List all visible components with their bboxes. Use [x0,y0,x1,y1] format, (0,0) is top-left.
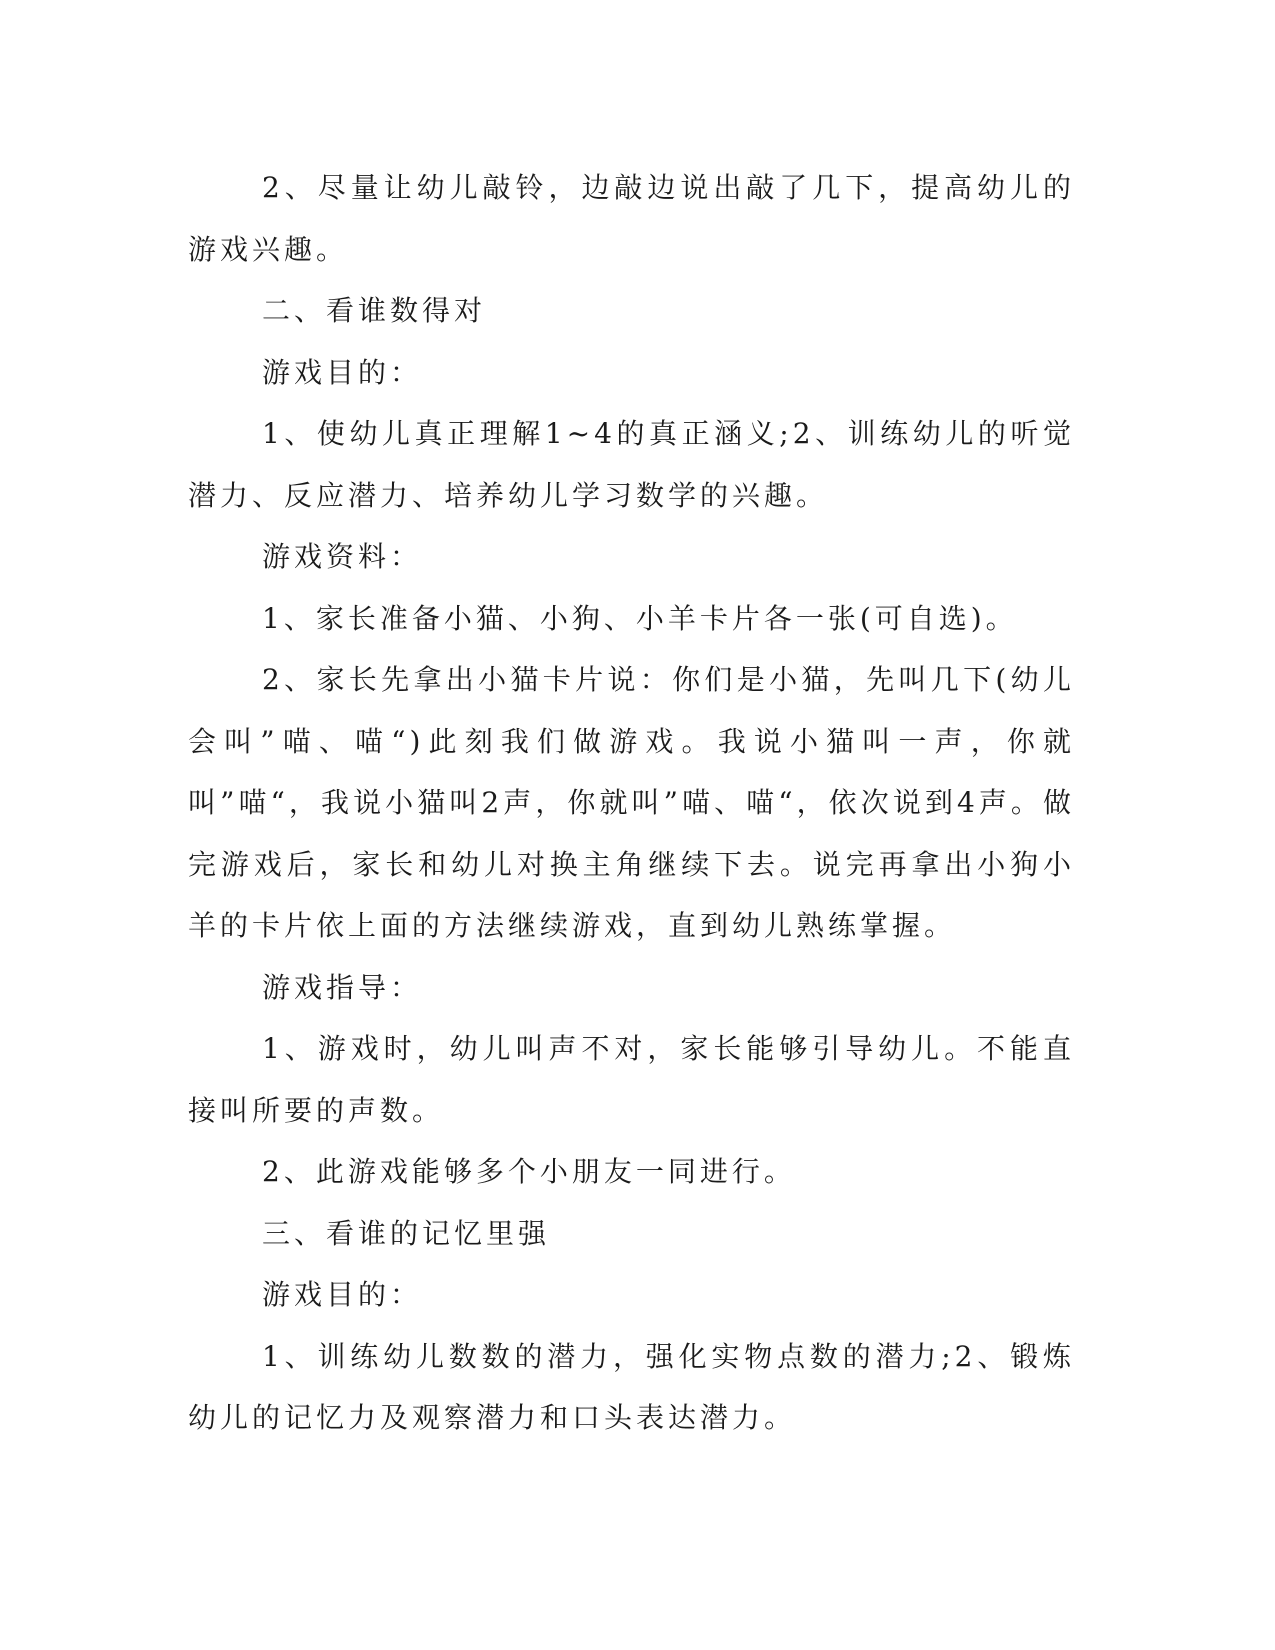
paragraph: 1、家长准备小猫、小狗、小羊卡片各一张(可自选)。 [262,601,1018,635]
paragraph: 1、训练幼儿数数的潜力，强化实物点数的潜力;2、锻炼幼儿的记忆力及观察潜力和口头表达潜力。 [188,1339,1075,1434]
subheading: 游戏目的： [262,355,423,389]
paragraph: 1、游戏时，幼儿叫声不对，家长能够引导幼儿。不能直接叫所要的声数。 [188,1032,1075,1127]
paragraph: 2、此游戏能够多个小朋友一同进行。 [262,1155,796,1188]
paragraph: 2、尽量让幼儿敲铃，边敲边说出敲了几下，提高幼儿的游戏兴趣。 [188,171,1075,266]
paragraph: 2、家长先拿出小猫卡片说：你们是小猫，先叫几下(幼儿会叫”喵、喵“)此刻我们做游戏。我说小猫叫一声，你就叫”喵“，我说小猫叫2声，你就叫”喵、喵“，依次说到4声。做完游戏后，家长和幼儿对换主角继续下去。说完再拿出小狗小羊的卡片依上面的方法继续游戏，直到幼儿熟练掌握。 [188,663,1075,942]
subheading: 游戏指导： [262,970,423,1004]
section-heading: 三、看谁的记忆里强 [262,1216,551,1250]
section-heading: 二、看谁数得对 [262,294,487,327]
subheading: 游戏目的： [262,1278,423,1311]
document-body [188,157,1075,1449]
paragraph: 1、使幼儿真正理解1~4的真正涵义;2、训练幼儿的听觉潜力、反应潜力、培养幼儿学习数学的兴趣。 [188,417,1075,512]
subheading: 游戏资料： [262,540,423,573]
